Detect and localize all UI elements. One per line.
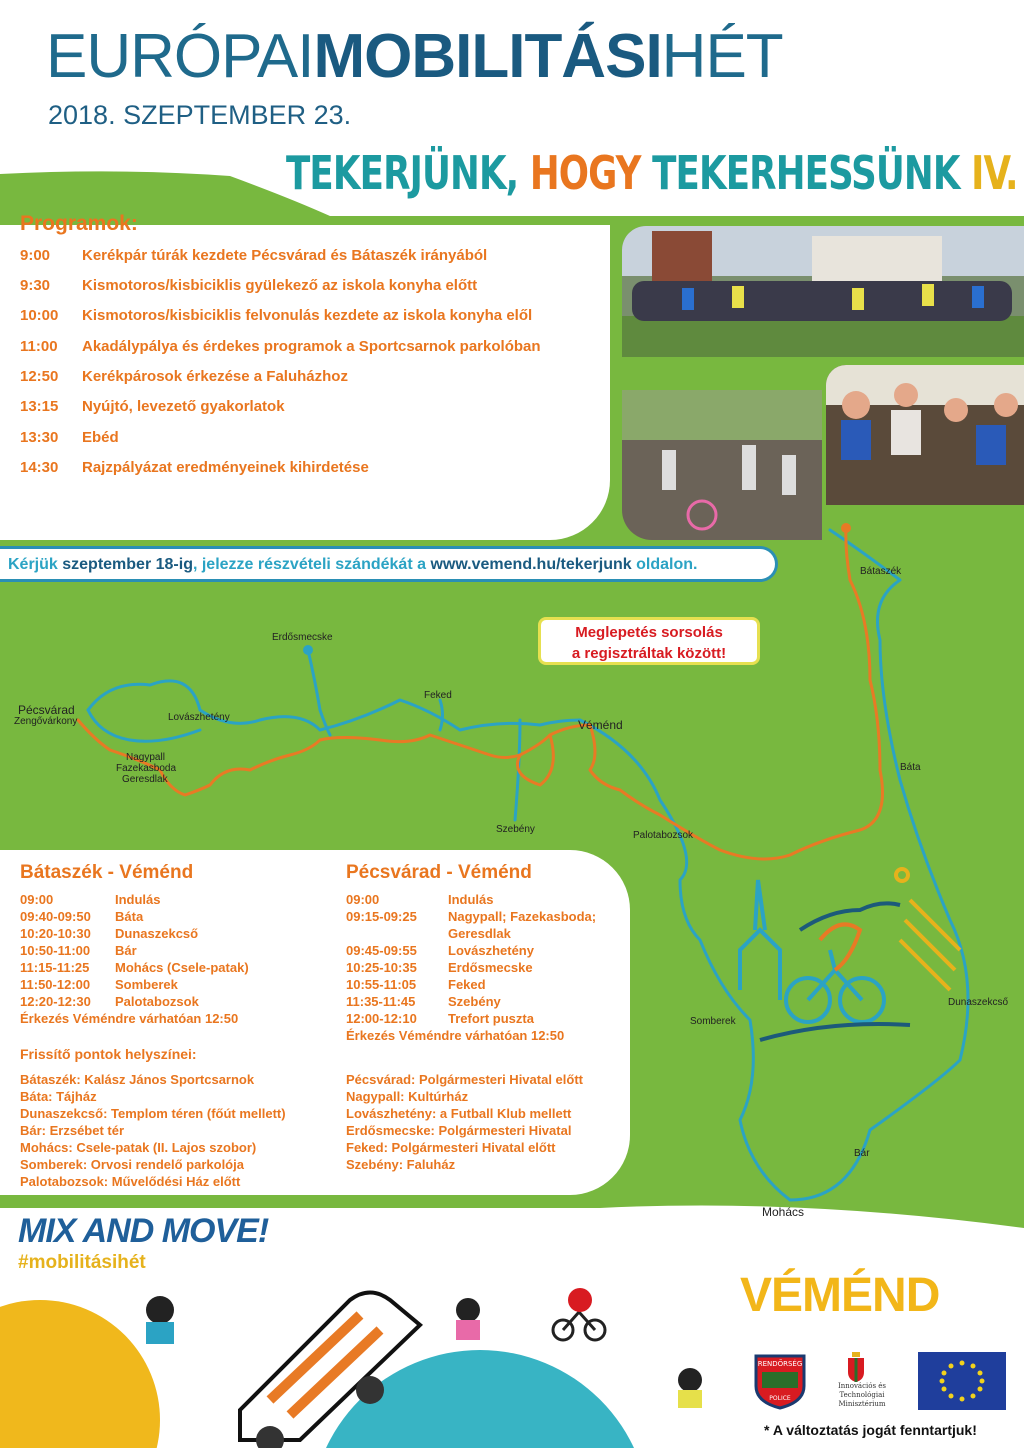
place-dunaszekcso: Dunaszekcső [948, 997, 1009, 1008]
place-lovaszheteny: Lovászhetény [168, 712, 230, 723]
bicycle-icon [553, 1288, 605, 1340]
police-bottom-text: POLICE [769, 1395, 791, 1402]
cyclists-photo [622, 390, 822, 540]
hungarian-coat-of-arms-icon [846, 1352, 866, 1382]
place-szebeny: Szebény [496, 824, 535, 835]
police-top-text: RENDŐRSÉG [757, 1360, 803, 1368]
event-date: 2018. SZEPTEMBER 23. [48, 100, 352, 130]
start-marker-bataszek [841, 523, 851, 533]
schedule-row: Geresdlak [448, 926, 511, 941]
program-item: 9:30 Kismotoros/kisbiciklis gyülekező az iskola konyha előtt [20, 277, 478, 294]
refresh-item: Lovászhetény: a Futball Klub mellett [346, 1106, 572, 1121]
registration-banner: Kérjük szeptember 18-ig, jelezze részvételi szándékát a www.vemend.hu/tekerjunk oldalon. [0, 546, 778, 582]
route-orange-vemend-south [590, 528, 883, 859]
program-item: 13:30 Ebéd [20, 429, 119, 446]
place-vemend: Véménd [578, 718, 623, 732]
schedule-row: 09:45-09:55 Lovászhetény [346, 943, 534, 958]
place-bata: Báta [900, 762, 921, 773]
character-icon [456, 1298, 480, 1340]
refresh-item: Palotabozsok: Művelődési Ház előtt [20, 1174, 241, 1189]
refresh-item: Mohács: Csele-patak (II. Lajos szobor) [20, 1140, 257, 1155]
schedule-row: 12:00-12:10 Trefort puszta [346, 1011, 534, 1026]
refresh-item: Feked: Polgármesteri Hivatal előtt [346, 1140, 556, 1155]
schedule-row: 09:00 Indulás [20, 892, 161, 907]
place-mohacs: Mohács [762, 1205, 805, 1219]
route-blue-feked [440, 700, 443, 730]
program-item: 11:00 Akadálypálya és érdekes programok a Sportcsarnok parkolóban [20, 338, 541, 355]
route-orange-branch [518, 735, 554, 785]
yellow-globe [0, 1300, 160, 1448]
refresh-item: Dunaszekcső: Templom téren (főút mellett) [20, 1106, 286, 1121]
surprise-draw-note: Meglepetés sorsolás a regisztráltak között! [538, 617, 760, 665]
schedule-row: 09:00 Indulás [346, 892, 494, 907]
program-item: 14:30 Rajzpályázat eredményeinek kihirdetése [20, 459, 369, 476]
refresh-title: Frissítő pontok helyszínei: [20, 1046, 197, 1062]
hashtag: #mobilitásihét [18, 1252, 146, 1273]
place-bar: Bár [854, 1148, 870, 1159]
place-palotabozsok: Palotabozsok [633, 830, 694, 841]
ministry-label: Innovációs és Technológiai Minisztérium [837, 1382, 887, 1408]
crowd-photo [622, 226, 1024, 357]
program-item: 9:00 Kerékpár túrák kezdete Pécsvárad és Bátaszék irányából [20, 247, 488, 264]
program-item: 12:50 Kerékpárosok érkezése a Faluházhoz [20, 368, 348, 385]
eu-flag-icon [918, 1352, 1006, 1410]
kids-photo [826, 365, 1024, 505]
schedule-row: 10:20-10:30 Dunaszekcső [20, 926, 199, 941]
schedule-row: 11:15-11:25 Mohács (Csele-patak) [20, 960, 249, 975]
route-blue-pecsvarad [88, 681, 580, 730]
arrival-note: Érkezés Véméndre várhatóan 12:50 [346, 1028, 565, 1043]
schedule-row: 12:20-12:30 Palotabozsok [20, 994, 199, 1009]
refresh-item: Szebény: Faluház [346, 1157, 456, 1172]
place-fazekasboda: Fazekasboda [116, 763, 177, 774]
police-logo [752, 1350, 808, 1410]
marker-erdosmecske [303, 645, 313, 655]
refresh-item: Pécsvárad: Polgármesteri Hivatal előtt [346, 1072, 583, 1087]
place-zengovarkony: Zengővárkony [14, 716, 78, 727]
schedule-row: 10:25-10:35 Erdősmecske [346, 960, 533, 975]
refresh-item: Bár: Erzsébet tér [20, 1123, 125, 1138]
place-nagypall: Nagypall [126, 752, 165, 763]
route-title-pecsvarad: Pécsvárad - Véménd [346, 862, 532, 883]
place-geresdlak: Geresdlak [122, 774, 168, 785]
cyclist-illustration [740, 869, 960, 1040]
place-feked: Feked [424, 690, 452, 701]
refresh-item: Somberek: Orvosi rendelő parkolója [20, 1157, 244, 1172]
place-somberek: Somberek [690, 1016, 736, 1027]
footer-illustration [0, 1270, 760, 1448]
refresh-item: Báta: Tájház [20, 1089, 97, 1104]
refresh-item: Erdősmecske: Polgármesteri Hivatal [346, 1123, 572, 1138]
schedule-row: 10:55-11:05 Feked [346, 977, 486, 992]
character-icon [678, 1368, 702, 1408]
schedule-row: 11:35-11:45 Szebény [346, 994, 501, 1009]
place-bataszek: Bátaszék [860, 566, 902, 577]
mix-and-move-slogan: MIX AND MOVE! [18, 1212, 269, 1250]
schedule-row: 11:50-12:00 Somberek [20, 977, 178, 992]
place-erdosmecske: Erdősmecske [272, 632, 333, 643]
vemend-logo-text: VÉMÉND [740, 1269, 940, 1322]
event-slogan: TEKERJÜNK, HOGY TEKERHESSÜNK IV. [286, 146, 1018, 200]
arrival-note: Érkezés Véméndre várhatóan 12:50 [20, 1011, 239, 1026]
program-item: 13:15 Nyújtó, levezető gyakorlatok [20, 398, 285, 415]
place-pecsvarad: Pécsvárad [18, 703, 75, 717]
refresh-item: Bátaszék: Kalász János Sportcsarnok [20, 1072, 255, 1087]
program-title: Programok: [20, 212, 138, 235]
schedule-row: 10:50-11:00 Bár [20, 943, 137, 958]
route-title-bataszek: Bátaszék - Véménd [20, 862, 194, 883]
refresh-item: Nagypall: Kultúrház [346, 1089, 469, 1104]
disclaimer: * A változtatás jogát fenntartjuk! [764, 1422, 977, 1438]
program-item: 10:00 Kismotoros/kisbiciklis felvonulás kezdete az iskola konyha elől [20, 307, 533, 324]
character-icon [146, 1296, 174, 1344]
schedule-row: 09:40-09:50 Báta [20, 909, 144, 924]
event-title: EURÓPAIMOBILITÁSIHÉT [46, 22, 783, 91]
registration-link[interactable]: www.vemend.hu/tekerjunk [430, 556, 632, 573]
schedule-row: 09:15-09:25 Nagypall; Fazekasboda; [346, 909, 597, 924]
